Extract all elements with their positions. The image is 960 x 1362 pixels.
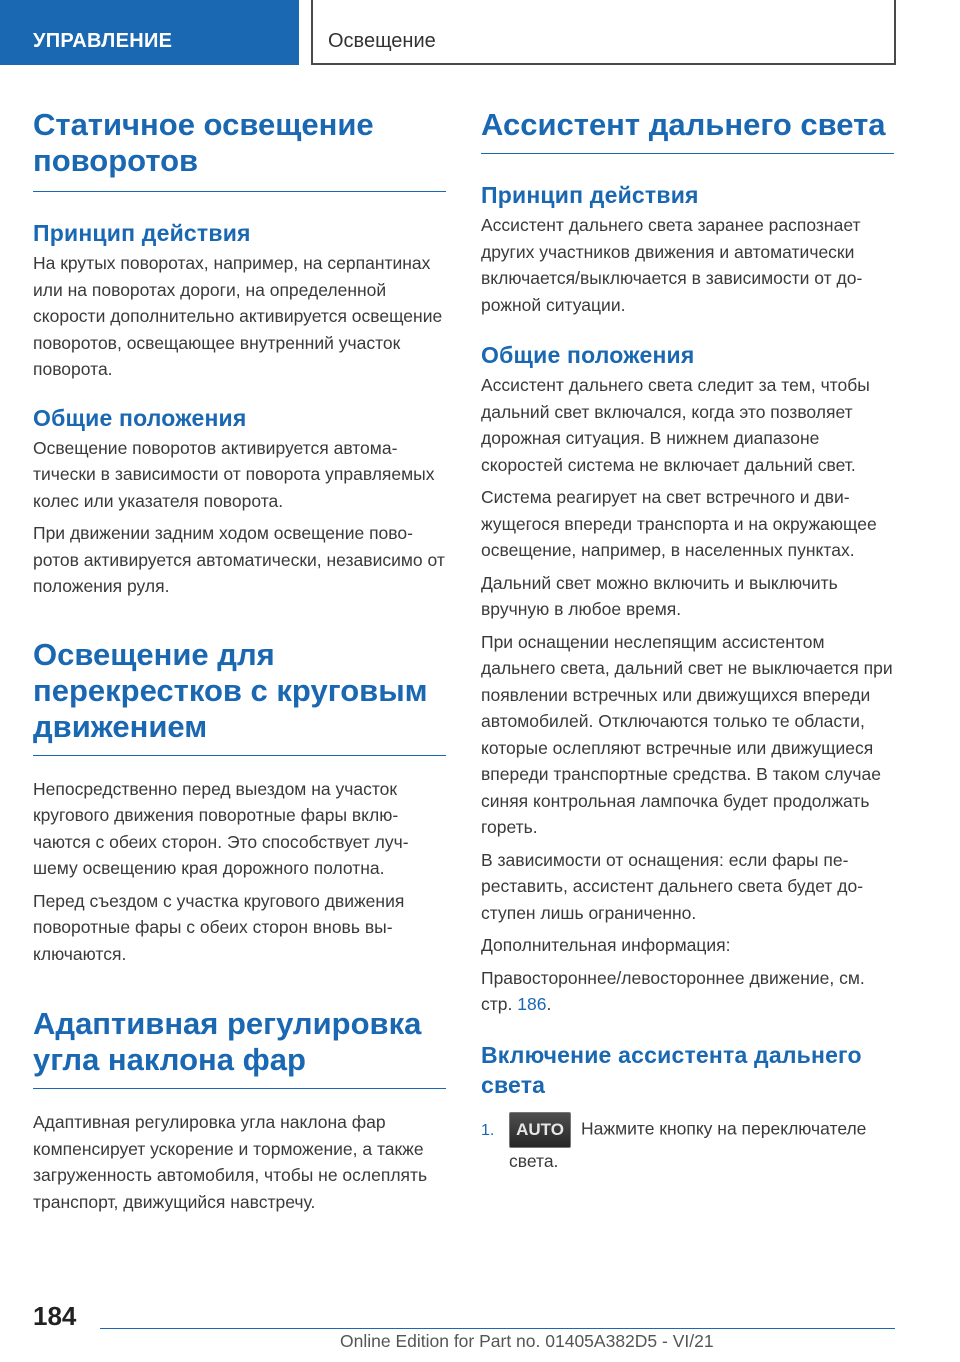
high-beam-title-block: [481, 100, 894, 154]
high-beam-general-text-2: Система реагирует на свет встречного и движущегося впереди транспорта и на окружающее освещение, например, в населенных пунктах.: [481, 487, 877, 560]
step-text: Нажмите кнопку на переключателе света.: [509, 1118, 867, 1171]
high-beam-general-heading: Общие положения: [481, 342, 695, 368]
high-beam-principle-text: Ассистент дальнего света заранее распознает других участников движения и автоматически включается/выключается в зависимости от дорожной ситуации.: [481, 215, 863, 315]
static-general-heading: Общие положения: [33, 404, 247, 431]
static-lighting-title-block: [33, 100, 446, 192]
left-column: [33, 100, 446, 1215]
adaptive-headlight-text: Адаптивная регулировка угла наклона фар компенсирует ускорение и торможение, а также загруженность автомобиля, чтобы не ослеплять транспорт, движущийся навстречу.: [33, 1112, 428, 1212]
high-beam-assistant-title: Ассистент дальнего света: [481, 107, 886, 142]
high-beam-general-text-4: При оснащении неслепящим ассистентом дальнего света, дальний свет не выключается при появлении встречных или движущихся впереди автомобилей. Отключаются только те области, которые ослепляют встречные или движущиеся впереди транспортные средства. В таком случае синяя контрольная лампочка будет продолжать гореть.: [481, 631, 893, 837]
static-lighting-title: Статичное освещение поворотов: [33, 107, 374, 178]
chapter-title: Освещение: [311, 0, 896, 65]
footer-divider: [100, 1328, 895, 1329]
cross-reference-suffix: .: [546, 994, 552, 1014]
static-general-text-2: При движении задним ходом освещение поворотов активируется автоматически, независимо от положения руля.: [33, 523, 445, 596]
footer-edition-text: Online Edition for Part no. 01405A382D5 - VI/21: [340, 1331, 714, 1351]
roundabout-text-2: Перед съездом с участка кругового движения поворотные фары с обеих сторон вновь выключаются.: [33, 890, 405, 964]
adaptive-headlight-title: Адаптивная регулировка угла наклона фар: [33, 1006, 422, 1077]
high-beam-general-text-6: Дополнительная информация:: [481, 935, 731, 955]
static-general-text-1: Освещение поворотов активируется автоматически в зависимости от поворота управляемых колес или указателя поворота.: [33, 437, 435, 511]
enable-assistant-heading: Включение ассистента дальнего света: [481, 1041, 862, 1098]
roundabout-text-1: Непосредственно перед выездом на участок кругового движения поворотные фары включаются с обеих сторон. Это способствует лучшему освещению края дорожного полотна.: [33, 778, 409, 878]
roundabout-title-block: [33, 637, 446, 756]
static-principle-heading: Принцип действия: [33, 220, 251, 246]
step-1: [481, 1112, 894, 1175]
high-beam-general-text-5: В зависимости от оснащения: если фары переставить, ассистент дальнего света будет доступен лишь ограниченно.: [481, 849, 864, 923]
high-beam-general-text-1: Ассистент дальнего света следит за тем, чтобы дальний свет включался, когда это позволяет дорожная ситуация. В нижнем диапазоне скоростей система не включает дальний свет.: [481, 375, 870, 475]
section-tab[interactable]: УПРАВЛЕНИЕ: [0, 0, 299, 65]
cross-reference-text: Правостороннее/левостороннее движение, см. стр.: [481, 967, 865, 1014]
static-principle-text: На крутых поворотах, например, на серпантинах или на поворотах дороги, на определенной скорости дополнительно активируется освещение поворотов, освещающее внутренний участок поворота.: [33, 253, 443, 379]
high-beam-principle-heading: Принцип действия: [481, 182, 699, 208]
step-number: 1.: [481, 1121, 495, 1139]
page-link[interactable]: 186: [517, 994, 547, 1014]
page-number: 184: [33, 1301, 77, 1331]
right-column: [481, 100, 894, 1174]
auto-button-icon: AUTO: [509, 1112, 571, 1148]
cross-reference: [481, 965, 894, 1018]
high-beam-general-text-3: Дальний свет можно включить и выключить вручную в любое время.: [481, 572, 838, 619]
adaptive-title-block: [33, 1006, 446, 1089]
roundabout-title: Освещение для перекрестков с круговым движением: [33, 636, 428, 744]
